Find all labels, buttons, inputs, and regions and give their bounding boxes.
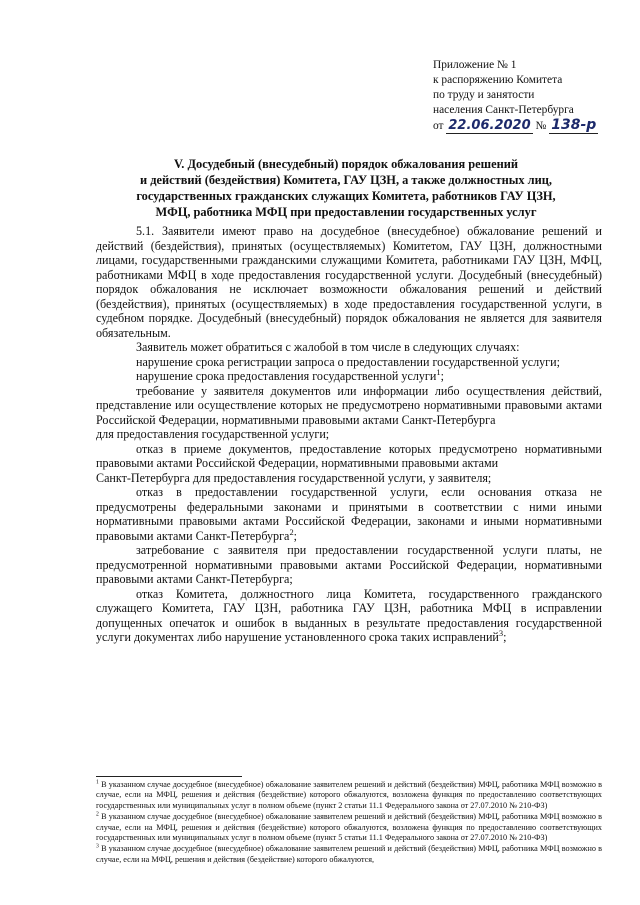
annex-line-3: по труду и занятости <box>433 89 535 101</box>
document-body <box>96 224 602 645</box>
case-correction-refusal <box>96 587 602 645</box>
paragraph-5-1: 5.1. Заявители имеют право на досудебное (внесудебное) обжалование решений и действий (бездействия), принятых (осуществляемых) Комитетом, ГАУ ЦЗН, должностными лицами, государственными гражданскими служащими Комитета, работниками ГАУ ЦЗН, МФЦ, работниками МФЦ в ходе предоставления государственной услуги. Досудебный (внесудебный) порядок обжалования не исключает возможности обжалования решений и действий (бездействия), принятых (осуществляемых) в ходе предоставления государственной услуги, в судебном порядке. Досудебный (внесудебный) порядок обжалования не является для заявителя обязательным. <box>96 224 602 340</box>
footnote-2-text: В указанном случае досудебное (внесудебное) обжалование заявителем решений и действий (бездействия) МФЦ, работника МФЦ возможно в случае, если на МФЦ, решения и действия (бездействие) которого обжалуются, возложена функция по предоставлению соответствующих государственных или муниципальных услуг в полном объеме (пункт 5 статьи 11.1 Федерального закона от 27.07.2010 № 210-ФЗ) <box>96 812 603 843</box>
case-service-deadline-end: ; <box>440 369 444 383</box>
footnotes <box>96 780 602 866</box>
case-extra-documents: требование у заявителя документов или информации либо осуществления действий, представление или осуществление которых не предусмотрено нормативными правовыми актами Российской Федерации, нормативными правовыми актами Санкт-Петербурга <box>96 383 602 427</box>
case-refusal-service <box>96 485 602 543</box>
case-refusal-service-end: ; <box>293 528 298 543</box>
case-correction-refusal-text: отказ Комитета, должностного лица Комитета, государственного гражданского служащего Комитета, ГАУ ЦЗН, работника ГАУ ЦЗН, работника МФЦ в исправлении допущенных опечаток и ошибок в выданных в результате предоставления государственной услуги документах либо нарушение установленного срока таких исправлений <box>96 586 602 644</box>
case-service-deadline-text: нарушение срока предоставления государственной услуги <box>136 369 437 383</box>
annex-date-prefix: от <box>433 120 444 132</box>
footnote-3 <box>96 844 602 865</box>
case-service-deadline <box>96 366 602 384</box>
case-refusal-acceptance-cont: Санкт-Петербурга для предоставления государственной услуги, у заявителя; <box>96 470 492 485</box>
footnote-ref-3[interactable]: 3 <box>498 627 504 638</box>
section-title <box>90 156 602 220</box>
annex-line-2: к распоряжению Комитета <box>433 74 563 86</box>
section-title-line-4: МФЦ, работника МФЦ при предоставлении государственных услуг <box>155 205 537 219</box>
footnote-2-number: 2 <box>96 811 99 818</box>
footnote-separator <box>96 776 242 777</box>
footnote-ref-2[interactable]: 2 <box>289 526 294 537</box>
section-title-line-2: и действий (бездействия) Комитета, ГАУ ЦЗН, а также должностных лиц, <box>139 173 553 187</box>
case-registration-deadline: нарушение срока регистрации запроса о предоставлении государственной услуги; <box>136 354 560 369</box>
annex-header <box>433 58 613 134</box>
paragraph-cases-intro: Заявитель может обратиться с жалобой в том числе в следующих случаях: <box>136 340 520 354</box>
case-refusal-acceptance: отказ в приеме документов, предоставление которых предусмотрено нормативными правовыми актами Российской Федерации, нормативными правовыми актами <box>96 441 602 470</box>
annex-line-1: Приложение № 1 <box>433 59 517 71</box>
annex-date-number-line <box>433 118 613 134</box>
footnote-1-number: 1 <box>96 779 99 786</box>
section-title-line-1: V. Досудебный (внесудебный) порядок обжалования решений <box>173 157 519 171</box>
case-fee-demand: затребование с заявителя при предоставлении государственной услуги платы, не предусмотренной нормативными правовыми актами Российской Федерации, нормативными правовыми актами Санкт-Петербурга; <box>96 543 602 586</box>
case-extra-documents-cont: для предоставления государственной услуги; <box>96 427 330 441</box>
handwritten-number: 138-р <box>551 117 597 133</box>
footnote-3-text: В указанном случае досудебное (внесудебное) обжалование заявителем решений и действий (бездействия) МФЦ, работника МФЦ возможно в случае, если на МФЦ, решения и действия (бездействие) которого обжалуются, <box>96 844 603 864</box>
footnote-ref-1[interactable]: 1 <box>436 366 441 377</box>
case-refusal-service-text: отказ в предоставлении государственной услуги, если основания отказа не предусмотрены федеральными законами и принятыми в соответствии с ними иными нормативными правовыми актами Российской Федерации, законами и иными нормативными правовыми актами Санкт-Петербурга <box>96 485 602 543</box>
case-correction-refusal-end: ; <box>503 630 507 644</box>
footnote-3-number: 3 <box>96 843 99 850</box>
handwritten-date: 22.06.2020 <box>448 118 531 133</box>
section-title-line-3: государственных гражданских служащих Комитета, работников ГАУ ЦЗН, <box>136 189 556 203</box>
footnote-2 <box>96 812 602 843</box>
footnote-1-text: В указанном случае досудебное (внесудебное) обжалование заявителем решений и действий (бездействия) МФЦ, работника МФЦ возможно в случае, если на МФЦ, решения и действия (бездействие) которого обжалуются, возложена функция по предоставлению соответствующих государственных или муниципальных услуг в полном объеме (пункт 2 статьи 11.1 Федерального закона от 27.07.2010 № 210-ФЗ) <box>96 780 603 810</box>
footnote-1 <box>96 780 602 811</box>
annex-number-sign: № <box>535 120 547 132</box>
annex-line-4: населения Санкт-Петербурга <box>433 104 574 116</box>
